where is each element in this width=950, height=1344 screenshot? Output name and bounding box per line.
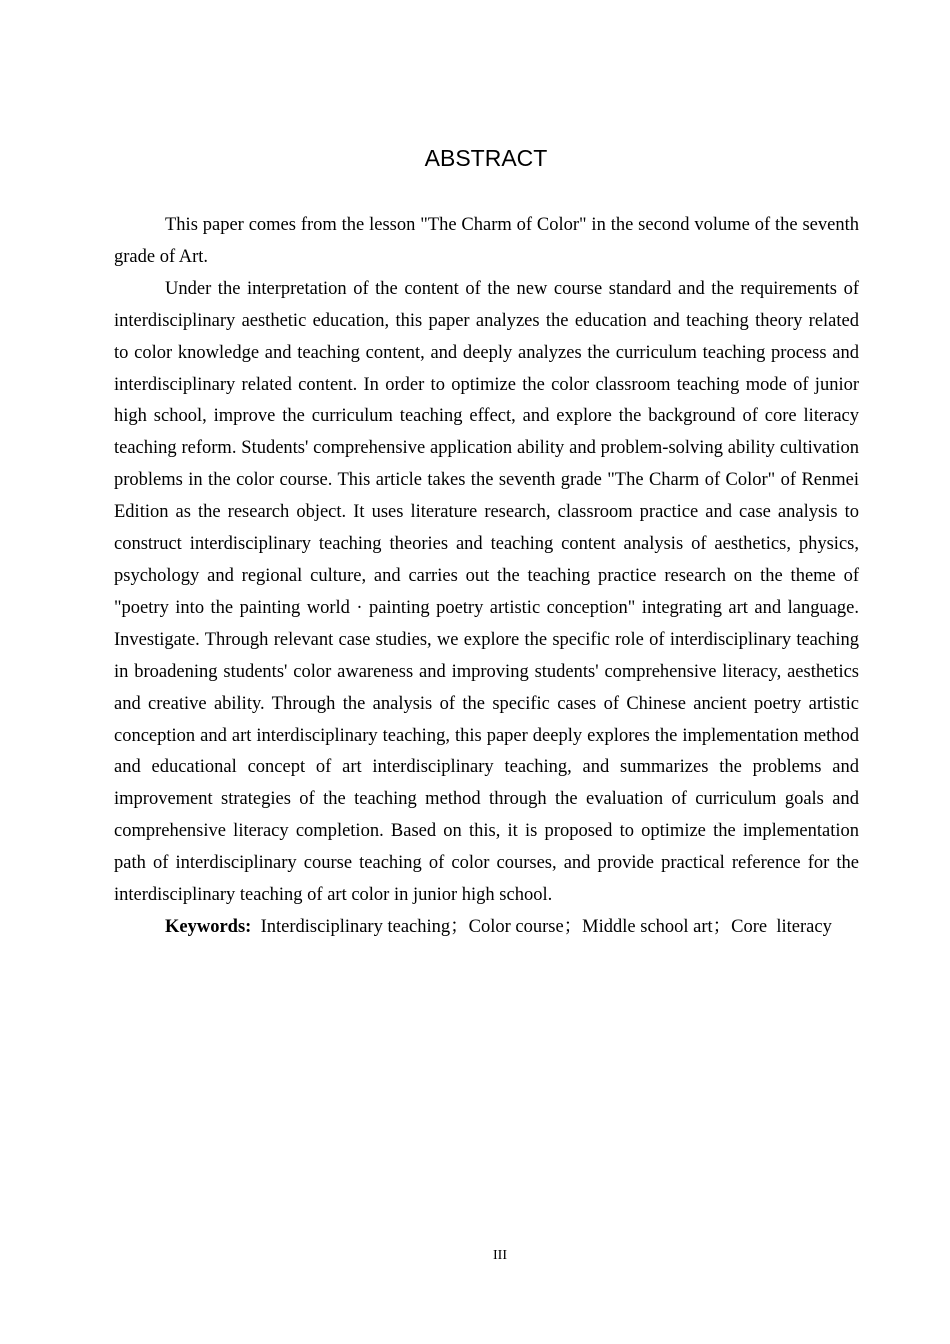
keywords-line <box>114 912 859 944</box>
abstract-paragraph-2: Under the interpretation of the content of the new course standard and the requirements of interdisciplinary aesthetic education, this paper analyzes the education and teaching theory related to color knowledge and teaching content, and deeply analyzes the curriculum teaching process and interdisciplinary related content. In order to optimize the color classroom teaching mode of junior high school, improve the curriculum teaching effect, and explore the background of core literacy teaching reform. Students' comprehensive application ability and problem-solving ability cultivation problems in the color course. This article takes the seventh grade "The Charm of Color" of Renmei Edition as the research object. It uses literature research, classroom practice and case analysis to construct interdisciplinary teaching theories and teaching content analysis of aesthetics, physics, psychology and regional culture, and carries out the teaching practice research on the theme of "poetry into the painting world · painting poetry artistic conception" integrating art and language. Investigate. Through relevant case studies, we explore the specific role of interdisciplinary teaching in broadening students' color awareness and improving students' comprehensive literacy, aesthetics and creative ability. Through the analysis of the specific cases of Chinese ancient poetry artistic conception and art interdisciplinary teaching, this paper deeply explores the implementation method and educational concept of art interdisciplinary teaching, and summarizes the problems and improvement strategies of the teaching method through the evaluation of curriculum goals and comprehensive literacy completion. Based on this, it is proposed to optimize the implementation path of interdisciplinary course teaching of color courses, and provide practical reference for the interdisciplinary teaching of art color in junior high school. <box>114 278 859 906</box>
keywords-value: Interdisciplinary teaching；Color course；Middle school art；Core literacy <box>251 916 832 937</box>
abstract-paragraph-1: This paper comes from the lesson "The Charm of Color" in the second volume of the seventh grade of Art. <box>114 215 859 267</box>
keywords-label: Keywords: <box>165 916 252 937</box>
abstract-title: ABSTRACT <box>424 145 548 171</box>
abstract-body <box>114 210 859 944</box>
page-number: III <box>493 1248 507 1263</box>
